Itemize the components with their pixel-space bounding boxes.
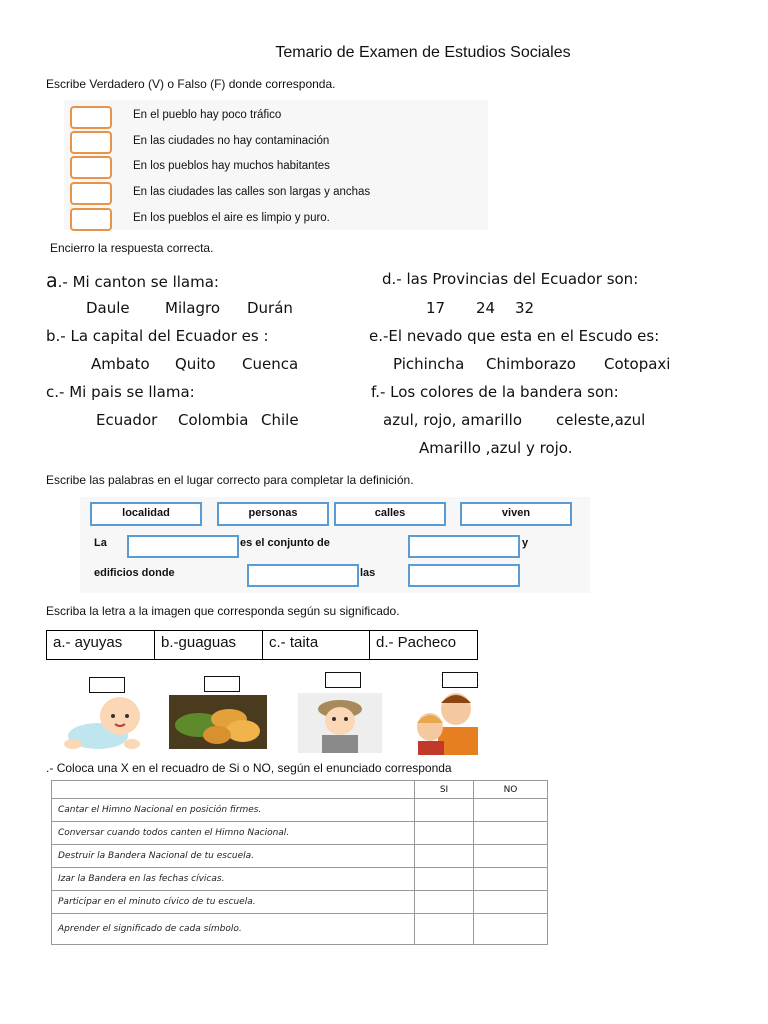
statement-cell: Izar la Bandera en las fechas cívicas. <box>52 868 415 891</box>
question-f: f.- Los colores de la bandera son: <box>371 383 619 401</box>
table-row <box>52 868 548 891</box>
no-cell[interactable] <box>474 845 548 868</box>
image-answer-box-3[interactable] <box>325 672 361 688</box>
no-cell[interactable] <box>474 914 548 945</box>
word-box-localidad[interactable]: localidad <box>90 502 202 526</box>
option-e-2[interactable]: Chimborazo <box>486 355 576 373</box>
si-cell[interactable] <box>415 914 474 945</box>
question-c: c.- Mi pais se llama: <box>46 383 195 401</box>
option-b-2[interactable]: Quito <box>175 355 216 373</box>
definition-text-conjunto: es el conjunto de <box>240 537 330 549</box>
header-no: NO <box>474 781 548 799</box>
definition-blank-3[interactable] <box>247 564 359 587</box>
label-cell-b: b.-guaguas <box>155 631 263 659</box>
tf-statement-5: En los pueblos el aire es limpio y puro. <box>133 212 330 224</box>
option-e-1[interactable]: Pichincha <box>393 355 465 373</box>
question-e: e.-El nevado que esta en el Escudo es: <box>369 327 660 345</box>
image-answer-box-2[interactable] <box>204 676 240 692</box>
word-box-calles[interactable]: calles <box>334 502 446 526</box>
section5-instruction-text: Coloca una X en el recuadro de Si o NO, según el enunciado corresponda <box>56 761 452 775</box>
tf-answer-box-1[interactable] <box>70 106 112 129</box>
no-cell[interactable] <box>474 822 548 845</box>
option-d-1[interactable]: 17 <box>426 299 446 317</box>
definition-text-las: las <box>360 567 376 579</box>
tf-answer-box-5[interactable] <box>70 208 112 231</box>
label-cell-c: c.- taita <box>263 631 370 659</box>
section3-instruction: Escribe las palabras en el lugar correcto para completar la definición. <box>46 473 414 487</box>
definition-text-la: La <box>94 537 107 549</box>
option-c-1[interactable]: Ecuador <box>96 411 158 429</box>
word-box-viven[interactable]: viven <box>460 502 572 526</box>
statement-cell: Conversar cuando todos canten el Himno Nacional. <box>52 822 415 845</box>
tf-statement-1: En el pueblo hay poco tráfico <box>133 109 282 121</box>
section2-instruction: Encierro la respuesta correcta. <box>50 241 214 255</box>
option-f-3[interactable]: Amarillo ,azul y rojo. <box>419 439 573 457</box>
si-cell[interactable] <box>415 799 474 822</box>
definition-blank-1[interactable] <box>127 535 239 558</box>
question-a-letter: a <box>46 270 58 292</box>
page-title: Temario de Examen de Estudios Sociales <box>275 44 571 61</box>
section5-instruction <box>46 761 452 775</box>
label-cell-d: d.- Pacheco <box>376 634 457 651</box>
no-cell[interactable] <box>474 799 548 822</box>
option-e-3[interactable]: Cotopaxi <box>604 355 671 373</box>
statement-cell: Participar en el minuto cívico de tu escuela. <box>52 891 415 914</box>
table-row <box>52 845 548 868</box>
grandfather-image <box>298 693 382 753</box>
statement-cell: Destruir la Bandera Nacional de tu escuela. <box>52 845 415 868</box>
option-a-1[interactable]: Daule <box>86 299 130 317</box>
si-cell[interactable] <box>415 891 474 914</box>
table-row <box>52 891 548 914</box>
option-d-2[interactable]: 24 <box>476 299 496 317</box>
no-cell[interactable] <box>474 891 548 914</box>
tf-statement-4: En las ciudades las calles son largas y anchas <box>133 186 371 198</box>
option-f-1[interactable]: azul, rojo, amarillo <box>383 411 523 429</box>
yes-no-table <box>51 780 548 945</box>
question-a <box>46 270 219 292</box>
option-c-2[interactable]: Colombia <box>178 411 249 429</box>
baby-image <box>58 694 150 752</box>
si-cell[interactable] <box>415 822 474 845</box>
no-cell[interactable] <box>474 868 548 891</box>
si-cell[interactable] <box>415 845 474 868</box>
statement-cell: Cantar el Himno Nacional en posición firmes. <box>52 799 415 822</box>
tf-answer-box-2[interactable] <box>70 131 112 154</box>
definition-text-y: y <box>522 537 529 549</box>
definition-blank-2[interactable] <box>408 535 520 558</box>
header-si: SI <box>415 781 474 799</box>
option-f-2[interactable]: celeste,azul <box>556 411 646 429</box>
fruit-image <box>169 695 267 749</box>
option-d-3[interactable]: 32 <box>515 299 535 317</box>
question-b: b.- La capital del Ecuador es : <box>46 327 269 345</box>
section1-instruction: Escribe Verdadero (V) o Falso (F) donde corresponda. <box>46 77 336 91</box>
option-a-2[interactable]: Milagro <box>165 299 221 317</box>
label-cell-a: a.- ayuyas <box>47 631 155 659</box>
section5-prefix: .- <box>46 761 54 775</box>
definition-blank-4[interactable] <box>408 564 520 587</box>
label-table <box>46 630 478 660</box>
table-row <box>52 799 548 822</box>
section4-instruction: Escriba la letra a la imagen que corresponda según su significado. <box>46 604 400 618</box>
option-b-3[interactable]: Cuenca <box>242 355 299 373</box>
option-c-3[interactable]: Chile <box>261 411 299 429</box>
tf-statement-2: En las ciudades no hay contaminación <box>133 135 330 147</box>
table-row <box>52 914 548 945</box>
question-a-text: .- Mi canton se llama: <box>57 273 219 291</box>
tf-answer-box-3[interactable] <box>70 156 112 179</box>
si-cell[interactable] <box>415 868 474 891</box>
statement-cell: Aprender el significado de cada símbolo. <box>52 914 415 945</box>
image-answer-box-4[interactable] <box>442 672 478 688</box>
question-d: d.- las Provincias del Ecuador son: <box>382 270 639 288</box>
definition-text-edificios: edificios donde <box>94 567 175 579</box>
tf-statement-3: En los pueblos hay muchos habitantes <box>133 160 330 172</box>
header-statement <box>52 781 415 799</box>
option-a-3[interactable]: Durán <box>247 299 293 317</box>
tf-answer-box-4[interactable] <box>70 182 112 205</box>
word-box-personas[interactable]: personas <box>217 502 329 526</box>
father-child-image <box>408 687 484 755</box>
image-answer-box-1[interactable] <box>89 677 125 693</box>
table-row <box>52 822 548 845</box>
option-b-1[interactable]: Ambato <box>91 355 150 373</box>
